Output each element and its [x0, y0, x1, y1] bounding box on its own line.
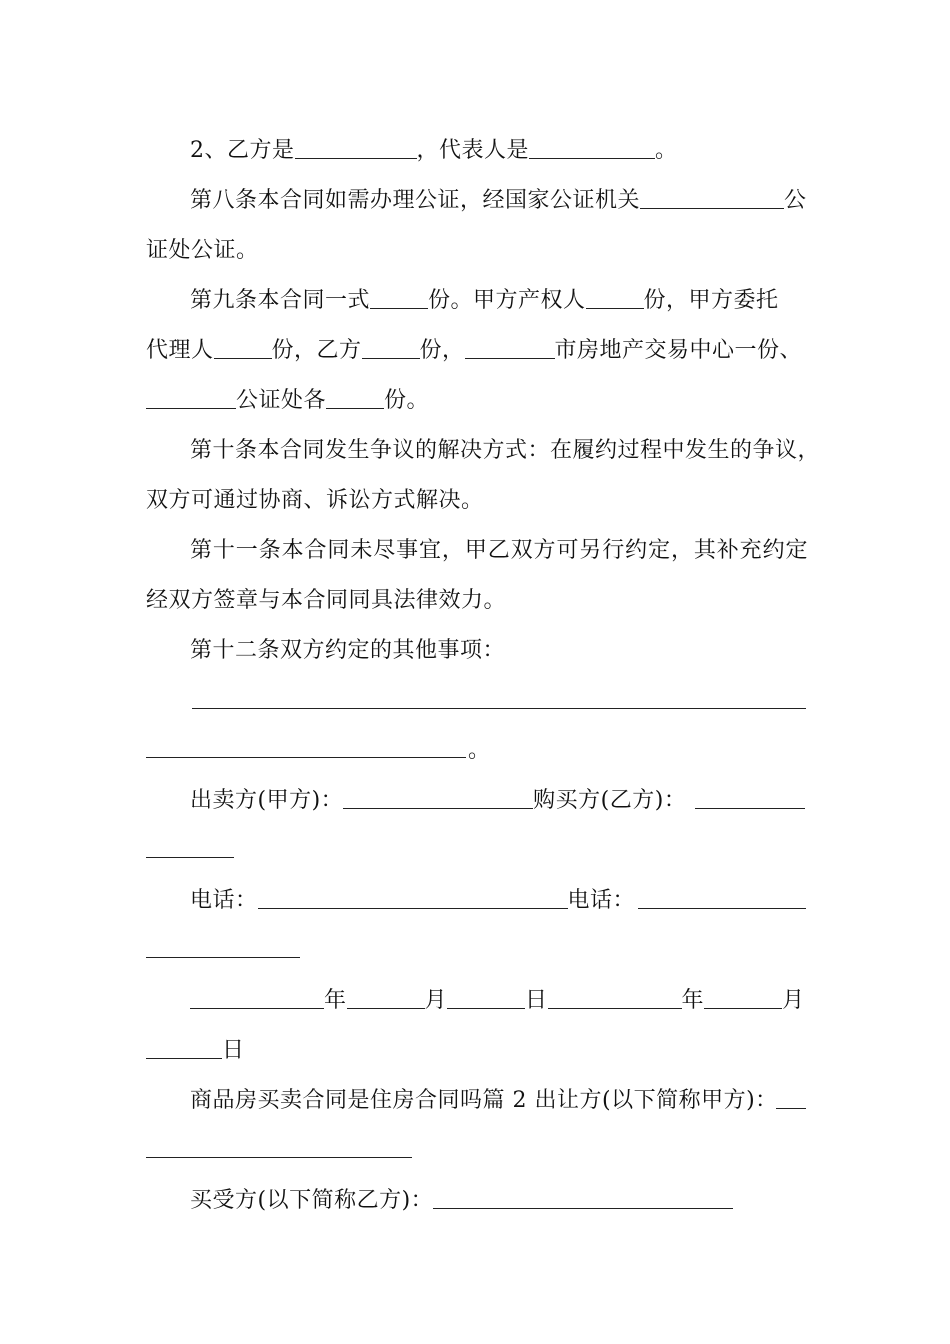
- transferor-blank-2[interactable]: [146, 1157, 412, 1158]
- article-9-line-3: [146, 386, 808, 416]
- article-8-line-1: [190, 186, 808, 216]
- seller-phone-blank[interactable]: [258, 888, 568, 909]
- article-10-line-1: [190, 436, 821, 466]
- notary-name-blank[interactable]: [146, 388, 236, 409]
- article-10-text: 第十条本合同发生争议的解决方式：在履约过程中发生的争议，: [190, 438, 821, 463]
- contract-2-heading: 商品房买卖合同是住房合同吗篇 2 出让方(以下简称甲方)：: [190, 1088, 778, 1113]
- buyer-day-blank[interactable]: [146, 1038, 222, 1059]
- transferee-blank[interactable]: [433, 1188, 733, 1209]
- year-label: 年: [324, 988, 347, 1013]
- day-label: 日: [222, 1038, 245, 1063]
- buyer-blank-2[interactable]: [146, 857, 234, 858]
- buyer-phone-blank-1[interactable]: [638, 908, 806, 909]
- other-matters-blank-2[interactable]: [146, 757, 466, 758]
- buyer-phone-label: 电话：: [567, 888, 636, 913]
- article-9-owner-text: 份。甲方产权人: [428, 288, 586, 313]
- article-8-text-end: 公: [784, 188, 807, 213]
- copies-agent-blank[interactable]: [214, 338, 272, 359]
- representative-label: ，代表人是: [416, 138, 530, 163]
- transferor-blank-1[interactable]: [776, 1108, 806, 1109]
- article-9-text: 第九条本合同一式: [190, 288, 371, 313]
- article-8-line-2: [146, 236, 808, 266]
- party-b-blank[interactable]: [295, 138, 417, 159]
- article-10-line-2: [146, 486, 808, 516]
- copies-party-b-blank[interactable]: [362, 338, 420, 359]
- article-12-line: [190, 636, 808, 666]
- city-blank[interactable]: [465, 338, 555, 359]
- transferee-label: 买受方(以下简称乙方)：: [190, 1188, 434, 1213]
- seller-phone-label: 电话：: [190, 888, 258, 913]
- seller-year-blank[interactable]: [190, 988, 324, 1009]
- party-b-label: 2、乙方是: [190, 138, 295, 163]
- other-matters-blank-1[interactable]: [192, 708, 806, 709]
- party-b-copies-label: 份，乙方: [271, 338, 362, 363]
- exchange-center-text: 市房地产交易中心一份、: [554, 338, 803, 363]
- seller-buyer-line: [190, 786, 808, 816]
- article-8-text: 第八条本合同如需办理公证，经国家公证机关: [190, 188, 641, 213]
- seller-month-blank[interactable]: [347, 988, 425, 1009]
- article-8-continuation: 证处公证。: [146, 238, 259, 263]
- article-12-text: 第十二条双方约定的其他事项：: [190, 638, 506, 663]
- buyer-month-blank[interactable]: [704, 988, 782, 1009]
- seller-blank[interactable]: [343, 788, 533, 809]
- article-11-continuation: 经双方签章与本合同同具法律效力。: [146, 588, 507, 613]
- phone-line: [190, 886, 808, 916]
- article-11-text: 第十一条本合同未尽事宜，甲乙双方可另行约定，其补充约定: [190, 538, 808, 563]
- seller-day-blank[interactable]: [447, 988, 525, 1009]
- date-line-2: [146, 1036, 808, 1066]
- buyer-year-blank[interactable]: [548, 988, 682, 1009]
- notary-office-blank[interactable]: [640, 188, 784, 209]
- article-11-line-1: [190, 536, 808, 566]
- day-label: 日: [525, 988, 548, 1013]
- period: 。: [468, 738, 491, 763]
- year-label: 年: [681, 988, 705, 1013]
- buyer-label: 购买方(乙方)：: [533, 788, 687, 813]
- article-9-line-1: [190, 286, 808, 316]
- month-label: 月: [782, 988, 805, 1013]
- copies-end: 份。: [384, 388, 430, 413]
- article-10-continuation: 双方可通过协商、诉讼方式解决。: [146, 488, 484, 513]
- copies-notary-blank[interactable]: [326, 388, 384, 409]
- seller-label: 出卖方(甲方)：: [190, 788, 344, 813]
- comma: 份，: [419, 338, 465, 363]
- notary-copies-label: 公证处各: [236, 388, 327, 413]
- article-9-agent-text: 份，甲方委托: [643, 288, 779, 313]
- month-label: 月: [424, 988, 448, 1013]
- period: 。: [655, 138, 678, 163]
- article-11-line-2: [146, 586, 808, 616]
- copies-total-blank[interactable]: [370, 288, 428, 309]
- representative-blank[interactable]: [529, 138, 655, 159]
- transferee-line: [190, 1186, 808, 1216]
- article-9-line-2: [146, 336, 808, 366]
- buyer-phone-blank-2[interactable]: [146, 957, 300, 958]
- contract-2-transferor-line: [190, 1086, 808, 1116]
- party-b-line: [190, 136, 808, 166]
- date-line: [190, 986, 808, 1016]
- other-matters-end: [468, 736, 508, 766]
- copies-owner-blank[interactable]: [586, 288, 644, 309]
- buyer-blank-1[interactable]: [695, 808, 805, 809]
- agent-label: 代理人: [146, 338, 214, 363]
